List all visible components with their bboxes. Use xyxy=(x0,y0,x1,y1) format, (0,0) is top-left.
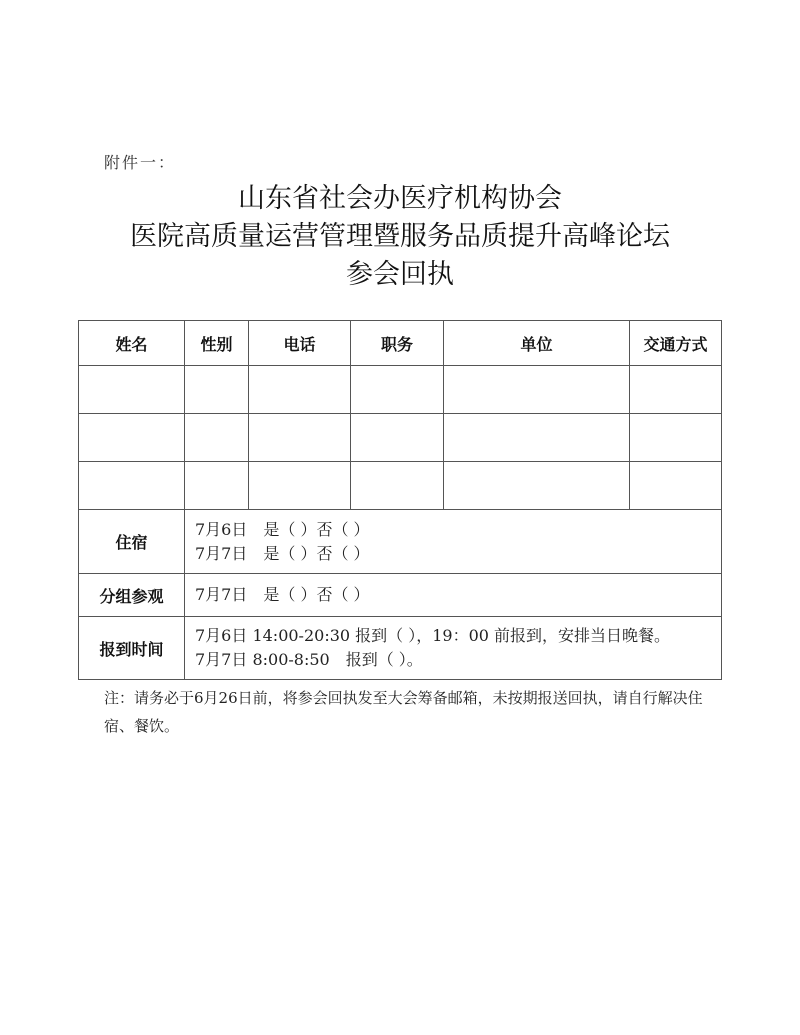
group-visit-options[interactable] xyxy=(185,574,722,617)
accommodation-line-1[interactable]: 7月6日 是（ ）否（ ） xyxy=(195,519,370,539)
title-line-1: 山东省社会办医疗机构协会 xyxy=(238,183,562,214)
title-line-2: 医院高质量运营管理暨服务品质提升高峰论坛 xyxy=(130,221,670,252)
group-visit-label: 分组参观 xyxy=(79,574,185,617)
registration-form-table xyxy=(78,320,722,680)
phone-cell[interactable] xyxy=(249,366,351,414)
group-visit-line-1[interactable]: 7月7日 是（ ）否（ ） xyxy=(195,585,370,604)
footnote: 注：请务必于6月26日前，将参会回执发至大会筹备邮箱，未按期报送回执，请自行解决住宿、餐饮。 xyxy=(104,689,703,735)
header-row xyxy=(79,321,722,366)
table-row xyxy=(79,366,722,414)
organization-cell[interactable] xyxy=(444,366,630,414)
accommodation-label: 住宿 xyxy=(79,510,185,574)
name-cell[interactable] xyxy=(79,462,185,510)
check-in-row xyxy=(79,617,722,680)
position-cell[interactable] xyxy=(351,462,444,510)
header-gender: 性别 xyxy=(185,321,249,366)
gender-cell[interactable] xyxy=(185,414,249,462)
header-organization: 单位 xyxy=(444,321,630,366)
accommodation-row xyxy=(79,510,722,574)
phone-cell[interactable] xyxy=(249,462,351,510)
attachment-label: 附件一： xyxy=(104,153,177,172)
transport-cell[interactable] xyxy=(630,414,722,462)
organization-cell[interactable] xyxy=(444,414,630,462)
accommodation-options[interactable] xyxy=(185,510,722,574)
transport-cell[interactable] xyxy=(630,366,722,414)
title-line-3: 参会回执 xyxy=(346,259,454,290)
header-position: 职务 xyxy=(351,321,444,366)
gender-cell[interactable] xyxy=(185,366,249,414)
accommodation-line-2[interactable]: 7月7日 是（ ）否（ ） xyxy=(195,543,370,563)
check-in-line-1[interactable]: 7月6日 14:00-20:30 报到（ ），19：00 前报到，安排当日晚餐。 xyxy=(195,626,671,645)
name-cell[interactable] xyxy=(79,414,185,462)
transport-cell[interactable] xyxy=(630,462,722,510)
header-name: 姓名 xyxy=(79,321,185,366)
position-cell[interactable] xyxy=(351,366,444,414)
phone-cell[interactable] xyxy=(249,414,351,462)
position-cell[interactable] xyxy=(351,414,444,462)
table-row xyxy=(79,414,722,462)
check-in-line-2[interactable]: 7月7日 8:00-8:50 报到（ ）。 xyxy=(195,650,423,669)
organization-cell[interactable] xyxy=(444,462,630,510)
gender-cell[interactable] xyxy=(185,462,249,510)
header-transport: 交通方式 xyxy=(630,321,722,366)
header-phone: 电话 xyxy=(249,321,351,366)
table-row xyxy=(79,462,722,510)
check-in-options[interactable] xyxy=(185,617,722,680)
check-in-label: 报到时间 xyxy=(79,617,185,680)
group-visit-row xyxy=(79,574,722,617)
name-cell[interactable] xyxy=(79,366,185,414)
